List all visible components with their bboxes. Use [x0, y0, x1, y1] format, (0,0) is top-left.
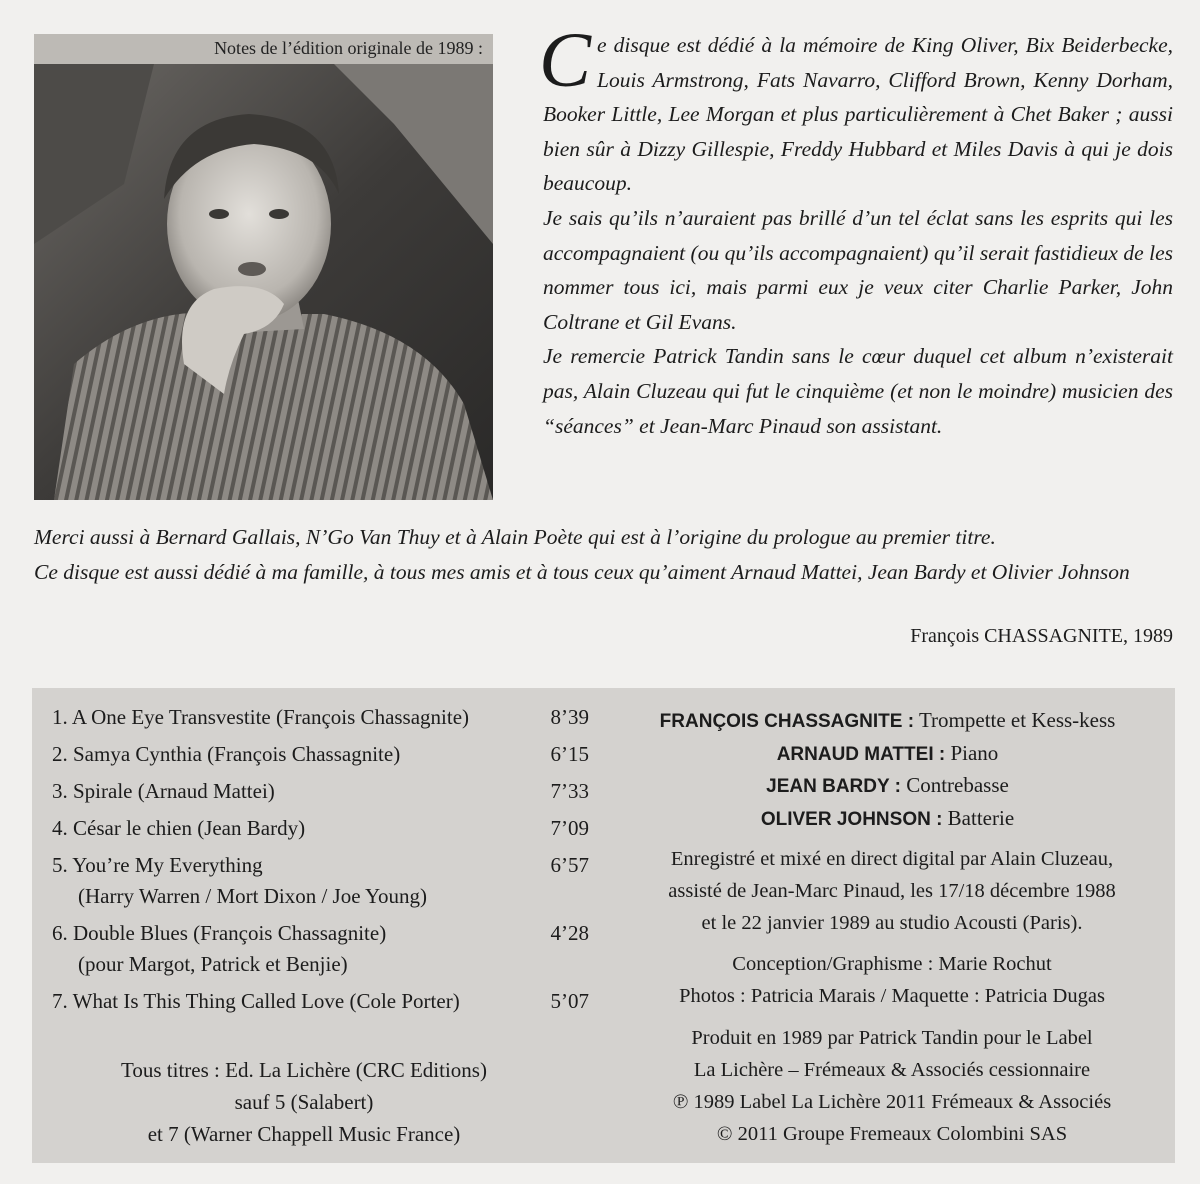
- signature: François CHASSAGNITE, 1989: [910, 625, 1173, 647]
- musician-name: ARNAUD MATTEI :: [776, 743, 946, 765]
- track-title: 4. César le chien (Jean Bardy): [52, 816, 306, 840]
- track-item: [52, 853, 597, 921]
- musician-row: [615, 738, 1160, 771]
- track-item: [52, 742, 597, 779]
- musician-role: Piano: [950, 740, 999, 765]
- track-title: 6. Double Blues (François Chassagnite): [52, 921, 387, 945]
- photo-frame: [34, 34, 493, 500]
- musician-name: OLIVER JOHNSON :: [760, 808, 943, 830]
- musician-row: [615, 705, 1160, 738]
- track-subtitle: (pour Margot, Patrick et Benjie): [78, 952, 348, 976]
- copyright-line: © 2011 Groupe Fremeaux Colombini SAS: [716, 1123, 1068, 1145]
- track-duration: 7’09: [550, 816, 589, 840]
- photo-credits-line: Photos : Patricia Marais / Maquette : Patricia Dugas: [679, 985, 1105, 1007]
- recording-line: et le 22 janvier 1989 au studio Acousti (Paris).: [701, 912, 1083, 934]
- phonographic-copyright: ℗ 1989 Label La Lichère 2011 Frémeaux & Associés: [672, 1091, 1112, 1113]
- musician-role: Contrebasse: [906, 773, 1009, 797]
- track-duration: 7’33: [550, 779, 589, 803]
- musician-name: FRANÇOIS CHASSAGNITE :: [659, 711, 915, 732]
- track-item: [52, 989, 597, 1026]
- recording-line: assisté de Jean-Marc Pinaud, les 17/18 décembre 1988: [668, 880, 1116, 902]
- track-title: 2. Samya Cynthia (François Chassagnite): [52, 742, 401, 766]
- track-title: 1. A One Eye Transvestite (François Chassagnite): [52, 705, 470, 729]
- musician-role: Batterie: [947, 805, 1015, 830]
- thanks-paragraph-1: Merci aussi à Bernard Gallais, N’Go Van Thuy et à Alain Poète qui est à l’origine du prologue au premier titre.: [34, 525, 996, 549]
- publishing-rights: [34, 1054, 574, 1150]
- dedication-paragraph-2: Je sais qu’ils n’auraient pas brillé d’un tel éclat sans les esprits qui les accompagnaient (ou qu’ils accompagnaient) qu’il serait fastidieux de les nommer tous ici, mais parmi eux je veux citer Charlie Parker, John Coltrane et Gil Evans.: [543, 205, 1173, 334]
- musician-row: [615, 770, 1160, 803]
- track-item: [52, 816, 597, 853]
- track-composers: (Harry Warren / Mort Dixon / Joe Young): [78, 884, 428, 908]
- production-line: La Lichère – Frémeaux & Associés cessionnaire: [693, 1059, 1091, 1081]
- production-credits: [612, 1022, 1172, 1150]
- rights-line: Tous titres : Ed. La Lichère (CRC Editions): [121, 1058, 487, 1082]
- thanks-paragraph-2: Ce disque est aussi dédié à ma famille, à tous mes amis et à tous ceux qu’aiment Arnaud Mattei, Jean Bardy et Olivier Johnson: [34, 559, 1130, 584]
- musician-credits: [615, 705, 1160, 835]
- recording-credits: [612, 843, 1172, 939]
- production-line: Produit en 1989 par Patrick Tandin pour le Label: [691, 1027, 1093, 1049]
- recording-line: Enregistré et mixé en direct digital par Alain Cluzeau,: [670, 848, 1114, 870]
- musician-row: [615, 803, 1160, 836]
- dedication-paragraph-1: e disque est dédié à la mémoire de King Oliver, Bix Beiderbecke, Louis Armstrong, Fats Navarro, Clifford Brown, Kenny Dorham, Booker Little, Lee Morgan et plus particulièrement à Chet Baker ; aussi bien sûr à Dizzy Gillespie, Freddy Hubbard et Miles Davis à qui je dois beaucoup.: [543, 33, 1173, 196]
- track-duration: 8’39: [550, 705, 589, 729]
- track-title: 7. What Is This Thing Called Love (Cole Porter): [52, 989, 460, 1013]
- track-title: 3. Spirale (Arnaud Mattei): [52, 779, 275, 803]
- track-item: [52, 779, 597, 816]
- design-credits: [612, 948, 1172, 1012]
- dedication-text: [539, 16, 1173, 443]
- track-title: 5. You’re My Everything: [52, 853, 263, 877]
- drop-cap: C: [539, 16, 592, 103]
- track-item: [52, 921, 597, 989]
- track-duration: 4’28: [550, 921, 589, 945]
- track-item: [52, 705, 597, 742]
- track-duration: 6’15: [550, 742, 589, 766]
- thanks-text: [34, 520, 1174, 589]
- photo-caption: Notes de l’édition originale de 1989 :: [214, 38, 483, 58]
- musician-name: JEAN BARDY :: [766, 776, 901, 797]
- track-list: [52, 705, 597, 1026]
- design-line: Conception/Graphisme : Marie Rochut: [732, 953, 1052, 975]
- track-duration: 5’07: [550, 989, 589, 1013]
- dedication-paragraph-3: Je remercie Patrick Tandin sans le cœur duquel cet album n’existerait pas, Alain Cluzeau qui fut le cinquième (et non le moindre) musicien des “séances” et Jean-Marc Pinaud son assistant.: [543, 344, 1173, 438]
- rights-line: sauf 5 (Salabert): [234, 1090, 374, 1114]
- track-duration: 6’57: [550, 853, 589, 877]
- portrait-photo: [34, 64, 493, 500]
- musician-role: Trompette et Kess-kess: [918, 708, 1116, 732]
- rights-line: et 7 (Warner Chappell Music France): [147, 1122, 461, 1146]
